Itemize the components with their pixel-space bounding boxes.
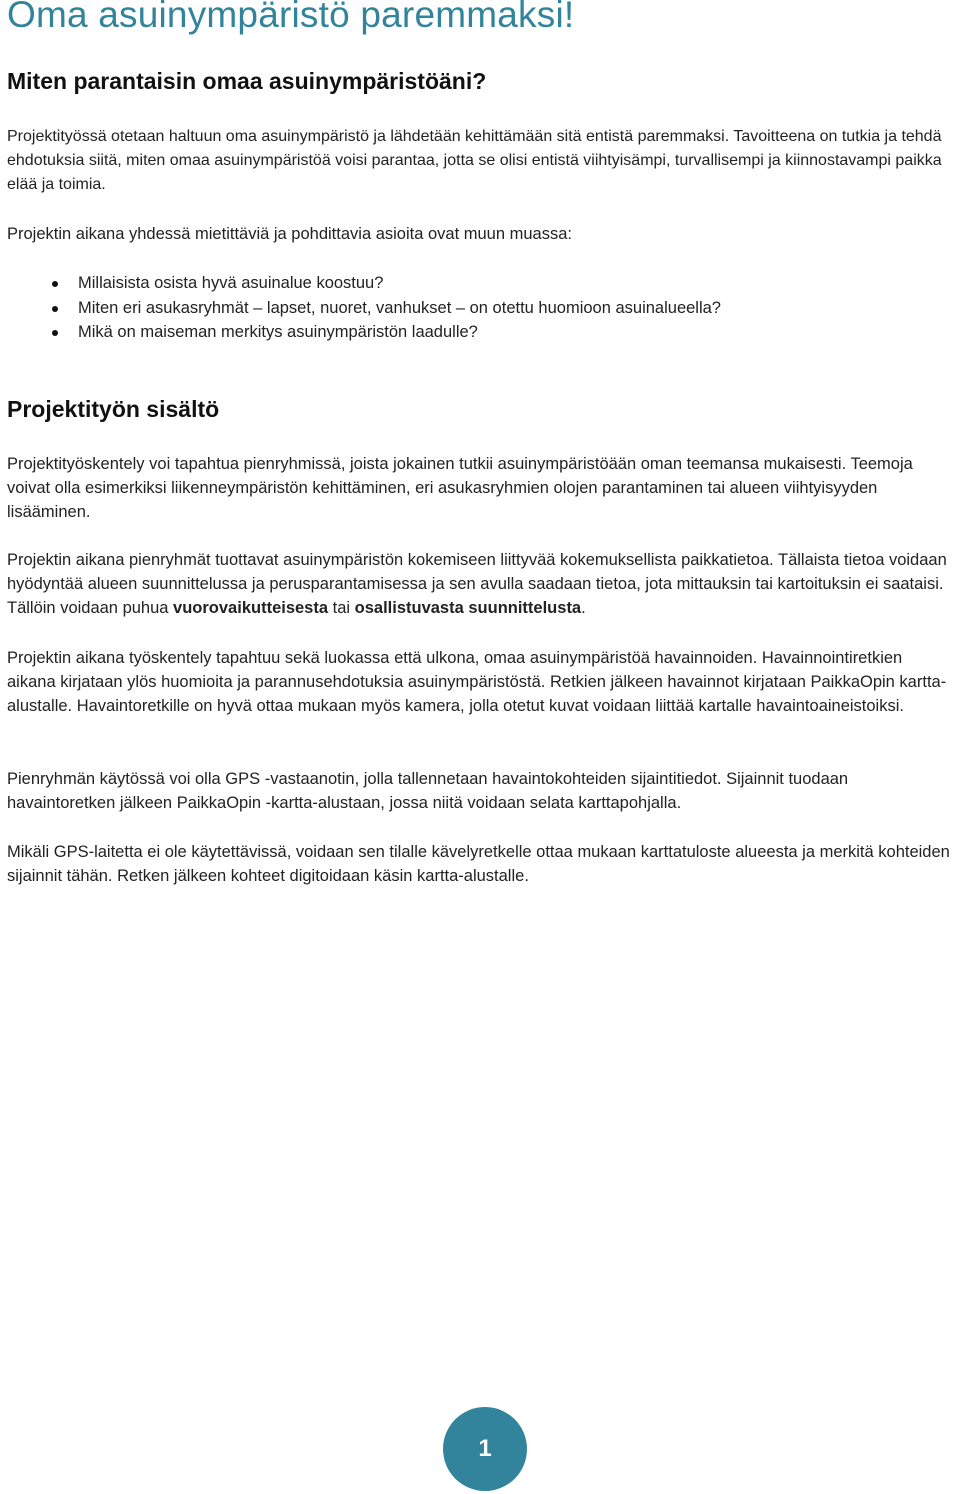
- paragraph-text: Projektin aikana pienryhmät tuottavat asuinympäristön kokemiseen liittyvää kokemuksellista paikkatietoa. Tällaista tietoa voidaan hyödyntää alueen suunnittelussa ja perusparantamisessa ja sen avulla saadaan tietoa, jota mittauksin tai kartoituksin ei saataisi. Tällöin voidaan puhua: [7, 551, 947, 617]
- page-number-badge: [443, 1407, 527, 1491]
- document-subtitle: Miten parantaisin omaa asuinympäristöäni?: [7, 68, 487, 94]
- paragraph-gps: Pienryhmän käytössä voi olla GPS -vastaanotin, jolla tallennetaan havaintokohteiden sijaintitiedot. Sijainnit tuodaan havaintoretken jälkeen PaikkaOpin -kartta-alustaan, jossa niitä voidaan selata karttapohjalla.: [7, 770, 849, 812]
- paragraph-themes: Projektityöskentely voi tapahtua pienryhmissä, joista jokainen tutkii asuinympäristöään oman teemansa mukaisesti. Teemoja voivat olla esimerkiksi liikenneympäristön kehittäminen, eri asukasryhmien olojen parantaminen tai alueen viihtyisyyden lisääminen.: [7, 455, 913, 521]
- bullet-icon: [52, 281, 58, 287]
- list-item-text: Mikä on maiseman merkitys asuinympäristön laadulle?: [78, 323, 478, 341]
- page-number: 1: [478, 1435, 492, 1462]
- paragraph-fieldwork: Projektin aikana työskentely tapahtuu sekä luokassa että ulkona, omaa asuinympäristöä havainnoiden. Havainnointiretkien aikana kirjataan ylös huomioita ja parannusehdotuksia asuinympäristöstä. Retkien jälkeen havainnot kirjataan PaikkaOpin kartta-alustalle. Havaintoretkille on hyvä ottaa mukaan myös kamera, jolla otetut kuvat voidaan liittää kartalle havaintoaineistoiksi.: [7, 649, 947, 715]
- paragraph-placedata: [7, 548, 951, 620]
- paragraph-printed-map: Mikäli GPS-laitetta ei ole käytettävissä, voidaan sen tilalle kävelyretkelle ottaa mukaan karttatuloste alueesta ja merkitä kohteiden sijainnit tähän. Retken jälkeen kohteet digitoidaan käsin kartta-alustalle.: [7, 843, 950, 885]
- emphasis-interactive: vuorovaikutteisesta: [173, 599, 329, 617]
- list-item: [7, 271, 721, 296]
- emphasis-participatory: osallistuvasta suunnittelusta: [354, 599, 582, 617]
- lead-paragraph: Projektin aikana yhdessä mietittäviä ja pohdittavia asioita ovat muun muassa:: [7, 225, 572, 243]
- bullet-icon: [52, 330, 58, 336]
- paragraph-text: tai: [328, 599, 355, 617]
- section-heading: Projektityön sisältö: [7, 396, 220, 422]
- list-item: [7, 296, 721, 321]
- bullet-icon: [52, 306, 58, 312]
- intro-paragraph: Projektityössä otetaan haltuun oma asuinympäristö ja lähdetään kehittämään sitä entistä paremmaksi. Tavoitteena on tutkia ja tehdä ehdotuksia siitä, miten omaa asuinympäristöä voisi parantaa, jotta se olisi entistä viihtyisämpi, turvallisempi ja kiinnostavampi paikka elää ja toimia.: [7, 128, 942, 193]
- document-title: Oma asuinympäristö paremmaksi!: [7, 0, 575, 35]
- list-item-text: Miten eri asukasryhmät – lapset, nuoret, vanhukset – on otettu huomioon asuinalueella?: [78, 298, 721, 317]
- list-item: [7, 320, 721, 345]
- list-item-text: Millaisista osista hyvä asuinalue koostuu?: [78, 274, 384, 292]
- bullet-list: [7, 271, 721, 345]
- paragraph-text: .: [581, 599, 586, 617]
